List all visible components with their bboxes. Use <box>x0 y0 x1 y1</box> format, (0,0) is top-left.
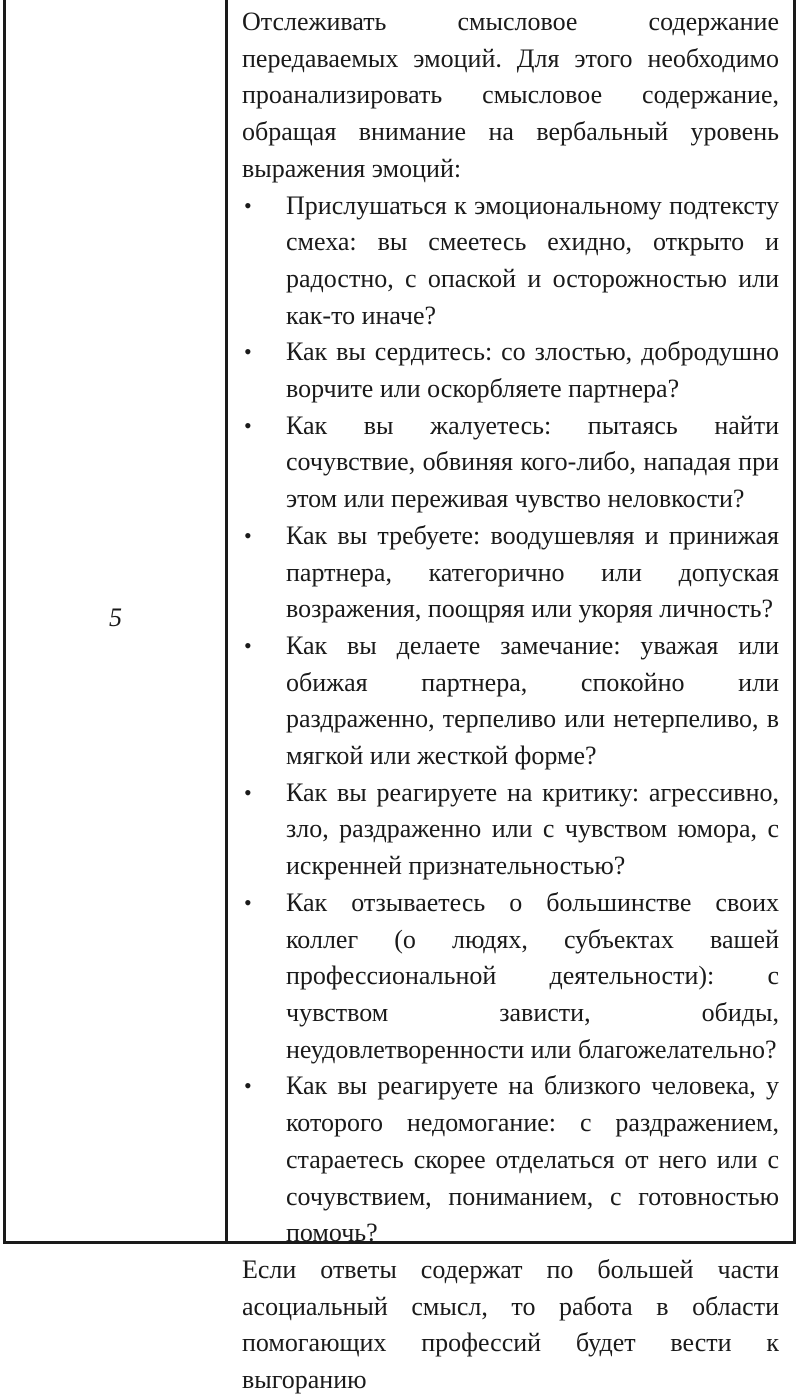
conclusion-paragraph: Если ответы содержат по большей части асоциальный смысл, то работа в области помогающих профессий будет вести к выгоранию <box>242 1254 779 1395</box>
text-cell <box>228 0 793 1395</box>
list-item-text: Прислушаться к эмоциональному подтексту смеха: вы смеетесь ехидно, открыто и радостно, с опаской и осторожностью или как-то иначе? <box>286 190 779 330</box>
bullet-icon: • <box>244 632 252 658</box>
list-item <box>242 628 779 775</box>
bullet-icon: • <box>244 889 252 915</box>
list-item <box>242 334 779 407</box>
bullet-icon: • <box>244 339 252 365</box>
list-item <box>242 408 779 518</box>
bullet-icon: • <box>244 412 252 438</box>
bullet-icon: • <box>244 192 252 218</box>
content-table <box>3 0 796 1395</box>
bullet-icon: • <box>244 522 252 548</box>
list-item <box>242 775 779 885</box>
list-item-text: Как отзываетесь о большинстве своих коллег (о людях, субъектах вашей профессиональной деятельности): с чувством зависти, обиды, неудовлетворенности или благожелательно? <box>286 887 779 1064</box>
bullet-icon: • <box>244 779 252 805</box>
row-number: 5 <box>109 602 122 632</box>
list-item-text: Как вы жалуетесь: пытаясь найти сочувствие, обвиняя кого-либо, нападая при этом или переживая чувство неловкости? <box>286 410 779 514</box>
list-item-text: Как вы требуете: воодушевляя и принижая партнера, категорично или допуская возражения, поощряя или укоряя личность? <box>286 520 779 624</box>
intro-paragraph: Отслеживать смысловое содержание передаваемых эмоций. Для этого необходимо проанализировать смысловое содержание, обращая внимание на вербальный уровень выражения эмоций: <box>242 7 779 183</box>
bullet-icon: • <box>244 1073 252 1099</box>
list-item-text: Как вы делаете замечание: уважая или обижая партнера, спокойно или раздраженно, терпеливо или нетерпеливо, в мягкой или жесткой форме? <box>286 630 779 771</box>
bullet-list <box>242 188 779 1252</box>
list-item-text: Как вы сердитесь: со злостью, добродушно ворчите или оскорбляете партнера? <box>286 337 779 404</box>
list-item <box>242 885 779 1069</box>
list-item <box>242 188 779 335</box>
number-cell <box>6 0 228 1241</box>
list-item <box>242 1068 779 1252</box>
list-item-text: Как вы реагируете на близкого человека, у которого недомогание: с раздражением, стараетесь скорее отделаться от него или с сочувствием, пониманием, с готовностью помочь? <box>286 1071 779 1248</box>
list-item-text: Как вы реагируете на критику: агрессивно, зло, раздраженно или с чувством юмора, с искренней признательностью? <box>286 777 779 881</box>
list-item <box>242 518 779 628</box>
